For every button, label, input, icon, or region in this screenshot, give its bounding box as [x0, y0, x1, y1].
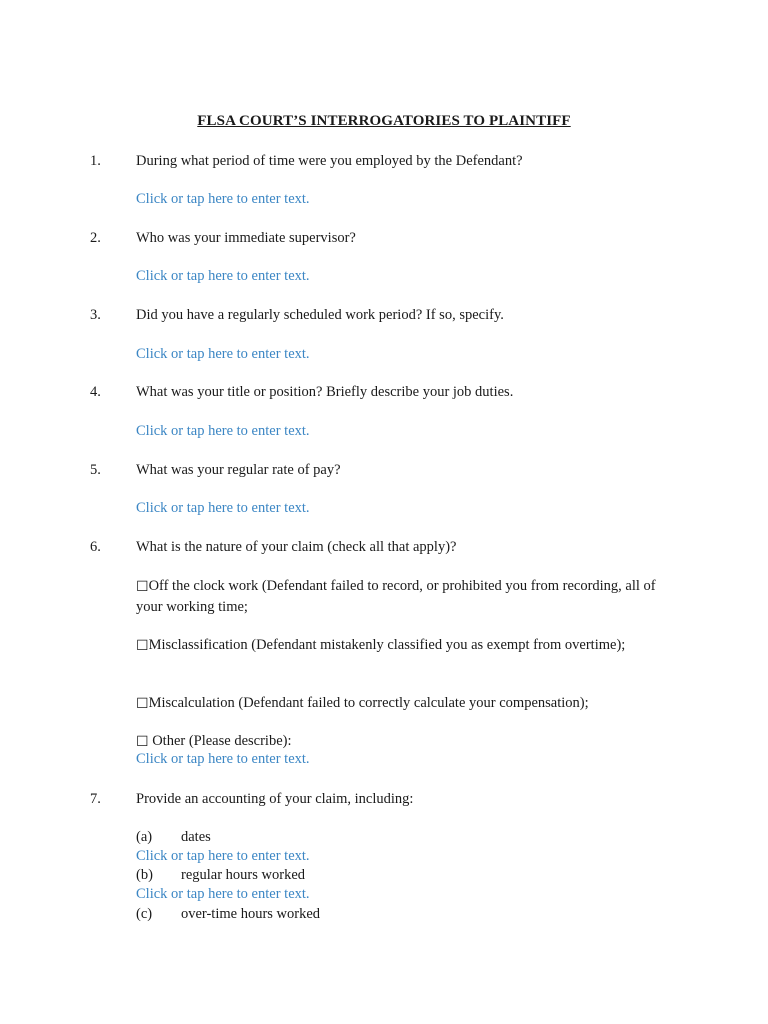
question-text: What was your regular rate of pay?	[136, 462, 341, 478]
checkbox-icon[interactable]: ☐	[136, 579, 149, 595]
accounting-item-label: regular hours worked	[181, 867, 306, 883]
claim-option-label: Miscalculation (Defendant failed to correctly calculate your compensation);	[148, 695, 589, 711]
question-number: 4.	[90, 384, 101, 400]
question-number: 6.	[90, 539, 101, 555]
answer-field-2[interactable]: Click or tap here to enter text.	[136, 268, 310, 284]
answer-field-4[interactable]: Click or tap here to enter text.	[136, 423, 310, 439]
question-text: Did you have a regularly scheduled work period? If so, specify.	[136, 307, 504, 323]
claim-option-label: Misclassification (Defendant mistakenly classified you as exempt from overtime);	[148, 637, 626, 653]
claim-option-other[interactable]	[136, 731, 656, 752]
claim-option-label: Other (Please describe):	[148, 733, 292, 749]
question-text: Who was your immediate supervisor?	[136, 230, 356, 246]
question-text: What is the nature of your claim (check all that apply)?	[136, 539, 457, 555]
accounting-item-label: over-time hours worked	[181, 906, 321, 922]
question-number: 3.	[90, 307, 101, 323]
question-text: During what period of time were you employed by the Defendant?	[136, 153, 523, 169]
question-number: 7.	[90, 791, 101, 807]
answer-field-regular-hours[interactable]: Click or tap here to enter text.	[136, 886, 310, 902]
answer-field-3[interactable]: Click or tap here to enter text.	[136, 346, 310, 362]
accounting-item-letter: (a)	[136, 829, 153, 845]
claim-option-off-the-clock[interactable]	[136, 576, 656, 617]
accounting-item-label: dates	[181, 829, 211, 845]
checkbox-icon[interactable]: ☐	[136, 696, 149, 712]
question-text: What was your title or position? Briefly describe your job duties.	[136, 384, 514, 400]
claim-option-miscalculation[interactable]	[136, 693, 656, 714]
question-number: 5.	[90, 462, 101, 478]
answer-field-dates[interactable]: Click or tap here to enter text.	[136, 848, 310, 864]
checkbox-icon[interactable]: ☐	[136, 638, 149, 654]
question-number: 2.	[90, 230, 101, 246]
checkbox-icon[interactable]: ☐	[136, 734, 149, 750]
answer-field-1[interactable]: Click or tap here to enter text.	[136, 191, 310, 207]
claim-option-label: Off the clock work (Defendant failed to record, or prohibited you from recording, all of your working time;	[136, 578, 656, 615]
accounting-item-letter: (c)	[136, 906, 153, 922]
answer-field-5[interactable]: Click or tap here to enter text.	[136, 500, 310, 516]
claim-option-misclassification[interactable]	[136, 635, 656, 656]
question-text: Provide an accounting of your claim, including:	[136, 791, 414, 807]
answer-field-other[interactable]: Click or tap here to enter text.	[136, 751, 310, 767]
accounting-item-letter: (b)	[136, 867, 153, 883]
page-title: FLSA COURT’S INTERROGATORIES TO PLAINTIFF	[197, 113, 571, 129]
question-number: 1.	[90, 153, 101, 169]
